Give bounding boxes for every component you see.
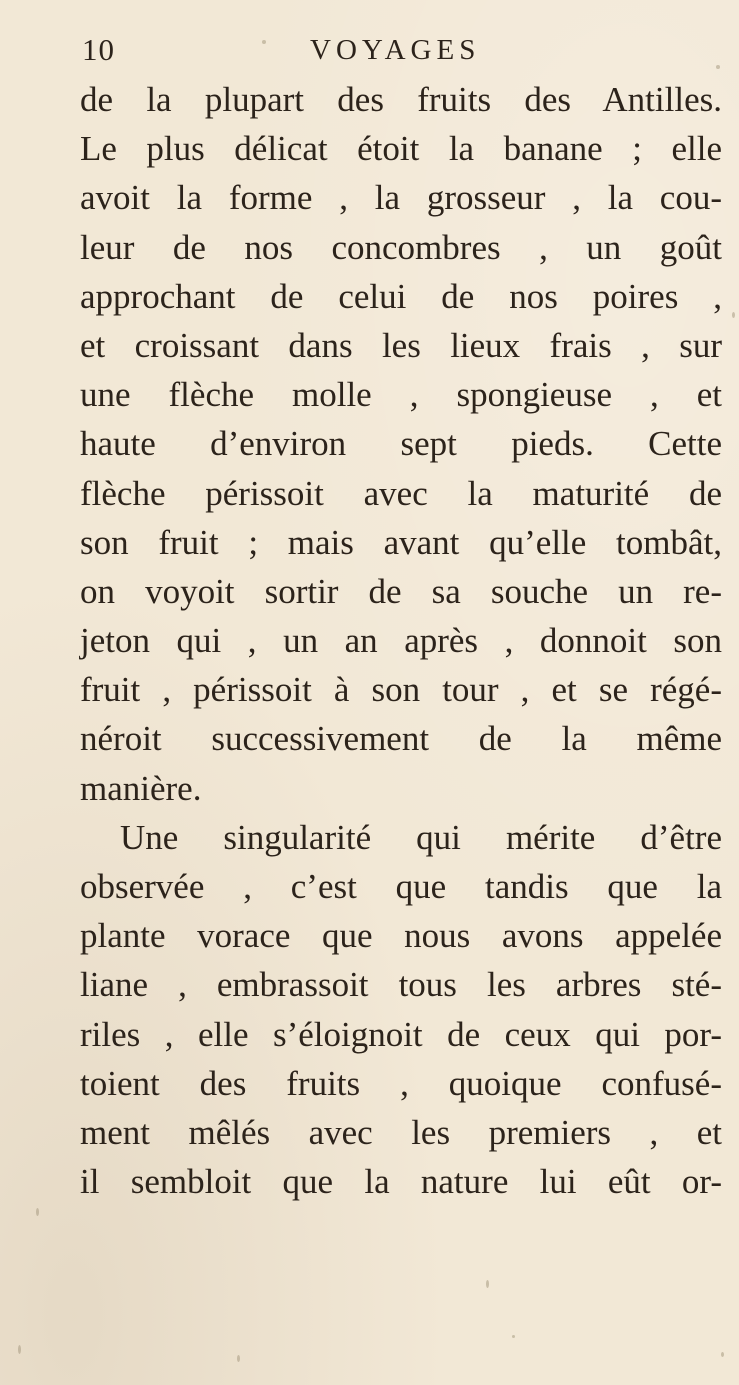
text-line: son fruit ; mais avant qu’elle tombât, xyxy=(80,522,722,562)
text-line: fruit , périssoit à son tour , et se régé- xyxy=(80,670,722,710)
text-line: ment mêlés avec les premiers , et xyxy=(80,1112,722,1152)
text-line: leur de nos concombres , un goût xyxy=(80,227,722,267)
paper-speck xyxy=(721,1352,724,1357)
text-line: avoit la forme , la grosseur , la cou- xyxy=(80,178,722,218)
text-line: approchant de celui de nos poires , xyxy=(80,276,722,316)
running-title: VOYAGES xyxy=(310,34,481,66)
text-line: haute d’environ sept pieds. Cette xyxy=(80,424,722,464)
body-text xyxy=(80,75,722,1206)
paper-speck xyxy=(512,1335,515,1338)
text-line: et croissant dans les lieux frais , sur xyxy=(80,325,722,365)
running-head xyxy=(82,28,722,72)
text-line: toient des fruits , quoique confusé- xyxy=(80,1063,722,1103)
page-number: 10 xyxy=(82,32,115,67)
paragraph-end-line: manière. xyxy=(80,768,202,808)
text-line: flèche périssoit avec la maturité de xyxy=(80,473,722,513)
text-line: liane , embrassoit tous les arbres sté- xyxy=(80,965,722,1005)
text-line: plante vorace que nous avons appelée xyxy=(80,916,722,956)
text-line: on voyoit sortir de sa souche un re- xyxy=(80,571,722,611)
paper-speck xyxy=(716,65,720,69)
text-line: de la plupart des fruits des Antilles. xyxy=(80,80,722,119)
paragraph-start-line: Une singularité qui mérite d’être xyxy=(120,817,722,857)
paper-speck xyxy=(486,1280,489,1288)
text-line: une flèche molle , spongieuse , et xyxy=(80,375,722,415)
paper-speck xyxy=(18,1345,21,1354)
text-line: observée , c’est que tandis que la xyxy=(80,867,722,906)
text-line: Le plus délicat étoit la banane ; elle xyxy=(80,129,722,169)
paper-speck xyxy=(732,312,735,318)
text-line: riles , elle s’éloignoit de ceux qui por- xyxy=(80,1014,722,1054)
paper-speck xyxy=(36,1208,39,1216)
text-line: néroit successivement de la même xyxy=(80,719,722,759)
paper-speck xyxy=(262,40,266,44)
text-line: il sembloit que la nature lui eût or- xyxy=(80,1162,722,1202)
text-line: jeton qui , un an après , donnoit son xyxy=(80,621,722,661)
paper-speck xyxy=(237,1355,240,1362)
